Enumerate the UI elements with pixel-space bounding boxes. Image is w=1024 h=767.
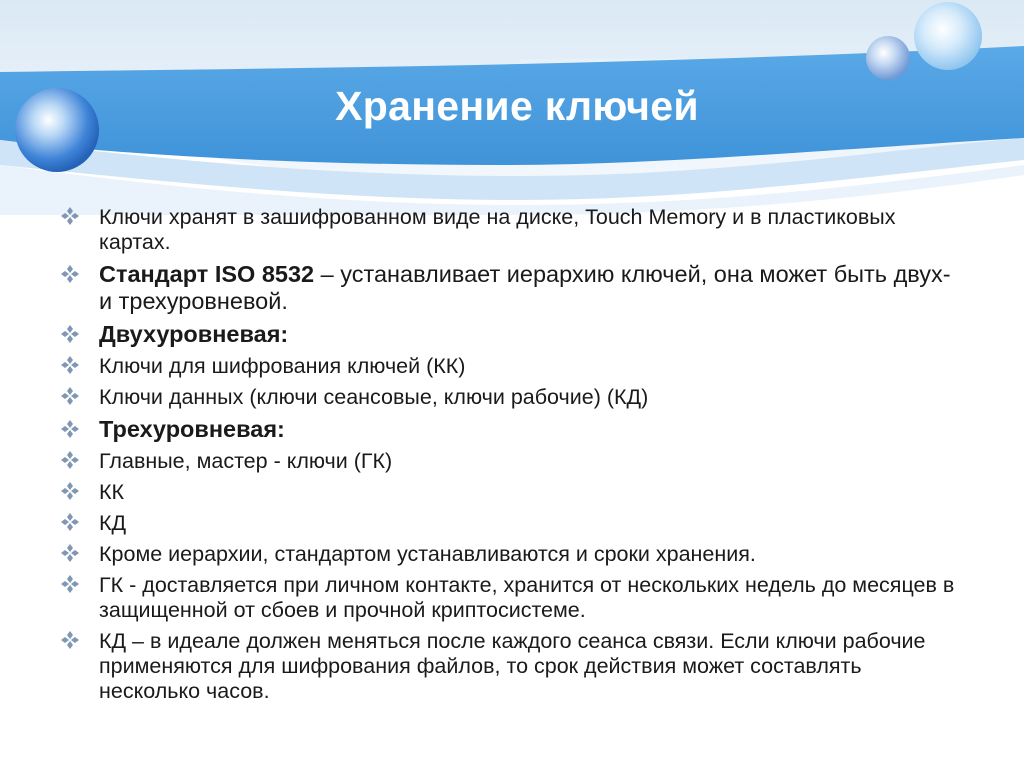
bullet-item [60,354,965,379]
four-diamond-bullet-icon [60,419,80,439]
bullet-item [60,542,965,567]
four-diamond-bullet-icon [60,574,80,594]
glossy-sphere-icon [914,2,982,70]
bullet-text: Ключи для шифрования ключей (КК) [99,354,466,378]
glossy-sphere-icon [866,36,910,80]
bullet-text: Ключи хранят в зашифрованном виде на диске, Touch Memory и в пластиковых картах. [99,205,896,254]
bullet-item [60,511,965,536]
bullet-item [60,629,965,704]
four-diamond-bullet-icon [60,481,80,501]
bullet-item [60,449,965,474]
bullet-text: ГК - доставляется при личном контакте, хранится от нескольких недель до месяцев в защищенной от сбоев и прочной криптосистеме. [99,573,955,622]
bullet-text: Ключи данных (ключи сеансовые, ключи рабочие) (КД) [99,385,649,409]
four-diamond-bullet-icon [60,206,80,226]
slide-title: Хранение ключей [335,83,699,129]
bullet-item [60,573,965,623]
four-diamond-bullet-icon [60,324,80,344]
bullet-text: Главные, мастер - ключи (ГК) [99,449,393,473]
bullet-item [60,321,965,348]
bullet-lead: Трехуровневая: [99,416,285,442]
bullet-lead: Стандарт ISO 8532 [99,261,315,287]
four-diamond-bullet-icon [60,630,80,650]
bullet-item [60,261,965,315]
bullet-text: Кроме иерархии, стандартом устанавливаются и сроки хранения. [99,542,756,566]
bullet-lead: Двухуровневая: [99,321,289,347]
four-diamond-bullet-icon [60,543,80,563]
bullet-list [60,205,965,710]
four-diamond-bullet-icon [60,450,80,470]
bullet-item [60,205,965,255]
four-diamond-bullet-icon [60,386,80,406]
bullet-text: КД [99,511,127,535]
four-diamond-bullet-icon [60,355,80,375]
four-diamond-bullet-icon [60,512,80,532]
bullet-text: – устанавливает иерархию ключей, она может быть двух- и трехуровневой. [99,261,951,314]
bullet-item [60,416,965,443]
bullet-item [60,480,965,505]
bullet-item [60,385,965,410]
bullet-text: КК [99,480,125,504]
four-diamond-bullet-icon [60,264,80,284]
bullet-text: КД – в идеале должен меняться после каждого сеанса связи. Если ключи рабочие применяются для шифрования файлов, то срок действия может составлять несколько часов. [99,629,926,703]
